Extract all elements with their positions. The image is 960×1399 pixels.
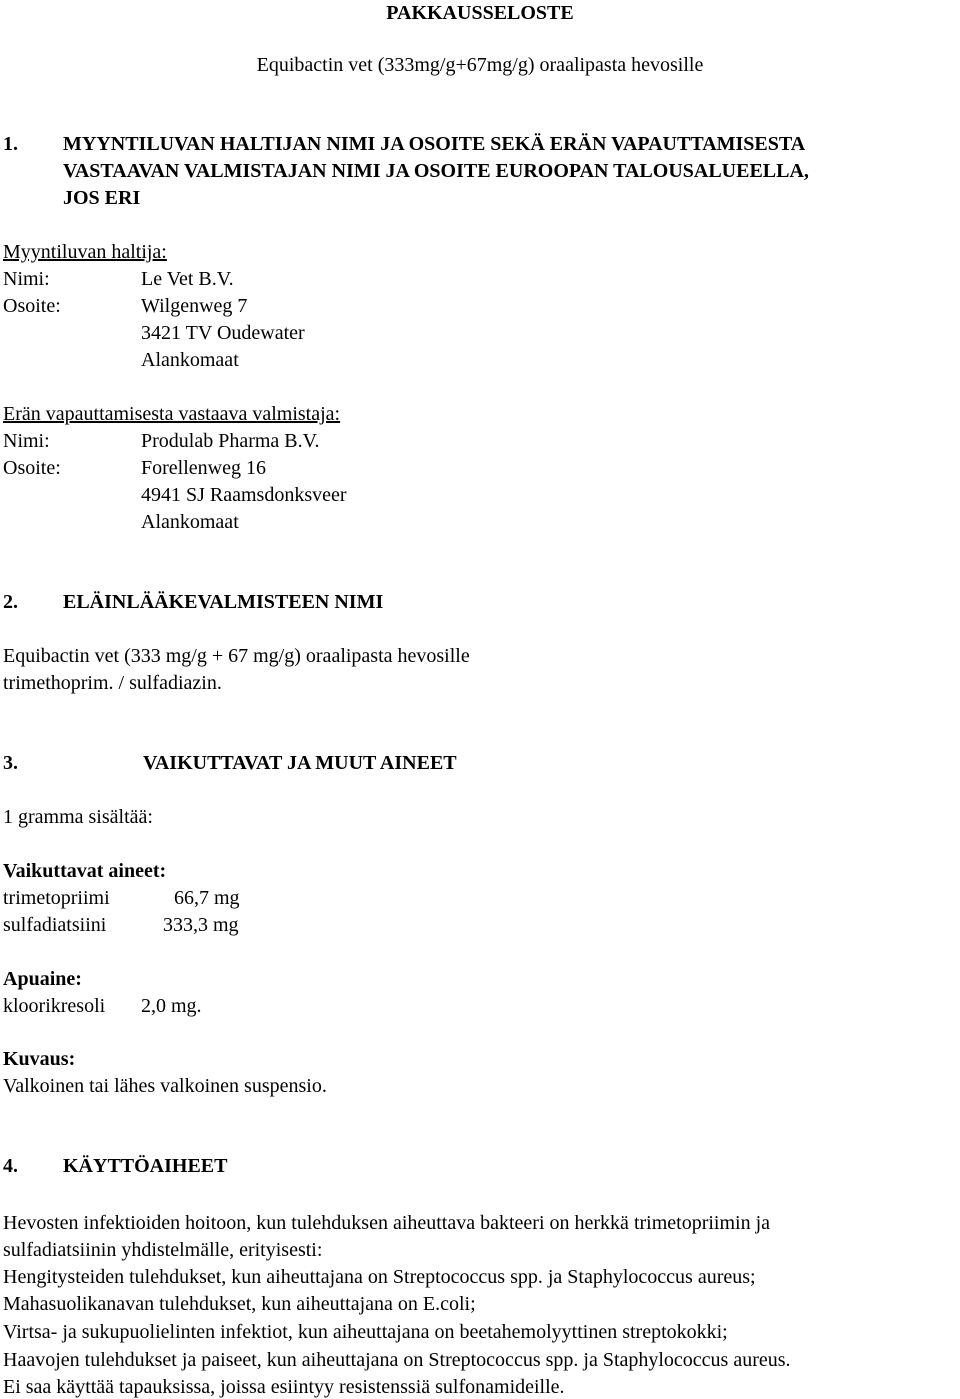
indication-line: Ei saa käyttää tapauksissa, joissa esiintyy resistenssiä sulfonamideille.	[3, 1376, 565, 1398]
section-4-number: 4.	[3, 1155, 18, 1177]
active-substance-amount: 333,3 mg	[163, 914, 239, 936]
product-name-line-1: Equibactin vet (333 mg/g + 67 mg/g) oraalipasta hevosille	[3, 645, 470, 667]
section-2-number: 2.	[3, 591, 18, 613]
document-subtitle: Equibactin vet (333mg/g+67mg/g) oraalipasta hevosille	[256, 54, 704, 76]
section-1-heading-line-1: MYYNTILUVAN HALTIJAN NIMI JA OSOITE SEKÄ ERÄN VAPAUTTAMISESTA	[63, 133, 806, 155]
manufacturer-address-label: Osoite:	[3, 457, 61, 479]
product-name-line-2: trimethoprim. / sulfadiazin.	[3, 672, 222, 694]
manufacturer-address-line-2: 4941 SJ Raamsdonksveer	[141, 484, 347, 506]
description-label: Kuvaus:	[3, 1048, 76, 1070]
excipient-amount: 2,0 mg.	[141, 995, 202, 1017]
section-3-number: 3.	[3, 752, 18, 774]
section-1-heading-line-2: VASTAAVAN VALMISTAJAN NIMI JA OSOITE EUROOPAN TALOUSALUEELLA,	[63, 160, 809, 182]
holder-label: Myyntiluvan haltija:	[3, 241, 167, 263]
active-substance-name: trimetopriimi	[3, 887, 110, 909]
indication-line: Hengitysteiden tulehdukset, kun aiheuttajana on Streptococcus spp. ja Staphylococcus aureus;	[3, 1266, 756, 1288]
active-substance-name: sulfadiatsiini	[3, 914, 107, 936]
section-1-number: 1.	[3, 133, 18, 155]
manufacturer-address-line-1: Forellenweg 16	[141, 457, 266, 479]
excipient-name: kloorikresoli	[3, 995, 106, 1017]
indication-line: Hevosten infektioiden hoitoon, kun tulehduksen aiheuttava bakteeri on herkkä trimetopriimin ja	[3, 1212, 771, 1234]
manufacturer-name: Produlab Pharma B.V.	[141, 430, 320, 452]
document-title: PAKKAUSSELOSTE	[386, 2, 574, 24]
indication-line: sulfadiatsiinin yhdistelmälle, erityisesti:	[3, 1239, 323, 1261]
active-substance-amount: 66,7 mg	[174, 887, 240, 909]
active-substances-label: Vaikuttavat aineet:	[3, 860, 167, 882]
description-text: Valkoinen tai lähes valkoinen suspensio.	[3, 1075, 327, 1097]
excipient-label: Apuaine:	[3, 968, 82, 990]
section-1-heading-line-3: JOS ERI	[63, 187, 141, 209]
section-4-heading: KÄYTTÖAIHEET	[63, 1155, 228, 1177]
holder-address-line-1: Wilgenweg 7	[141, 295, 248, 317]
holder-name-label: Nimi:	[3, 268, 50, 290]
manufacturer-name-label: Nimi:	[3, 430, 50, 452]
indication-line: Mahasuolikanavan tulehdukset, kun aiheuttajana on E.coli;	[3, 1293, 476, 1315]
indication-line: Virtsa- ja sukupuolielinten infektiot, kun aiheuttajana on beetahemolyyttinen streptokokki;	[3, 1321, 728, 1343]
section-2-heading: ELÄINLÄÄKEVALMISTEEN NIMI	[63, 591, 384, 613]
manufacturer-label: Erän vapauttamisesta vastaava valmistaja:	[3, 403, 341, 425]
manufacturer-address-line-3: Alankomaat	[141, 511, 239, 533]
holder-address-line-2: 3421 TV Oudewater	[141, 322, 305, 344]
section-3-heading: VAIKUTTAVAT JA MUUT AINEET	[143, 752, 457, 774]
indication-line: Haavojen tulehdukset ja paiseet, kun aiheuttajana on Streptococcus spp. ja Staphylococcus aureus.	[3, 1349, 791, 1371]
holder-address-line-3: Alankomaat	[141, 349, 239, 371]
composition-intro: 1 gramma sisältää:	[3, 806, 153, 828]
holder-name: Le Vet B.V.	[141, 268, 234, 290]
holder-address-label: Osoite:	[3, 295, 61, 317]
